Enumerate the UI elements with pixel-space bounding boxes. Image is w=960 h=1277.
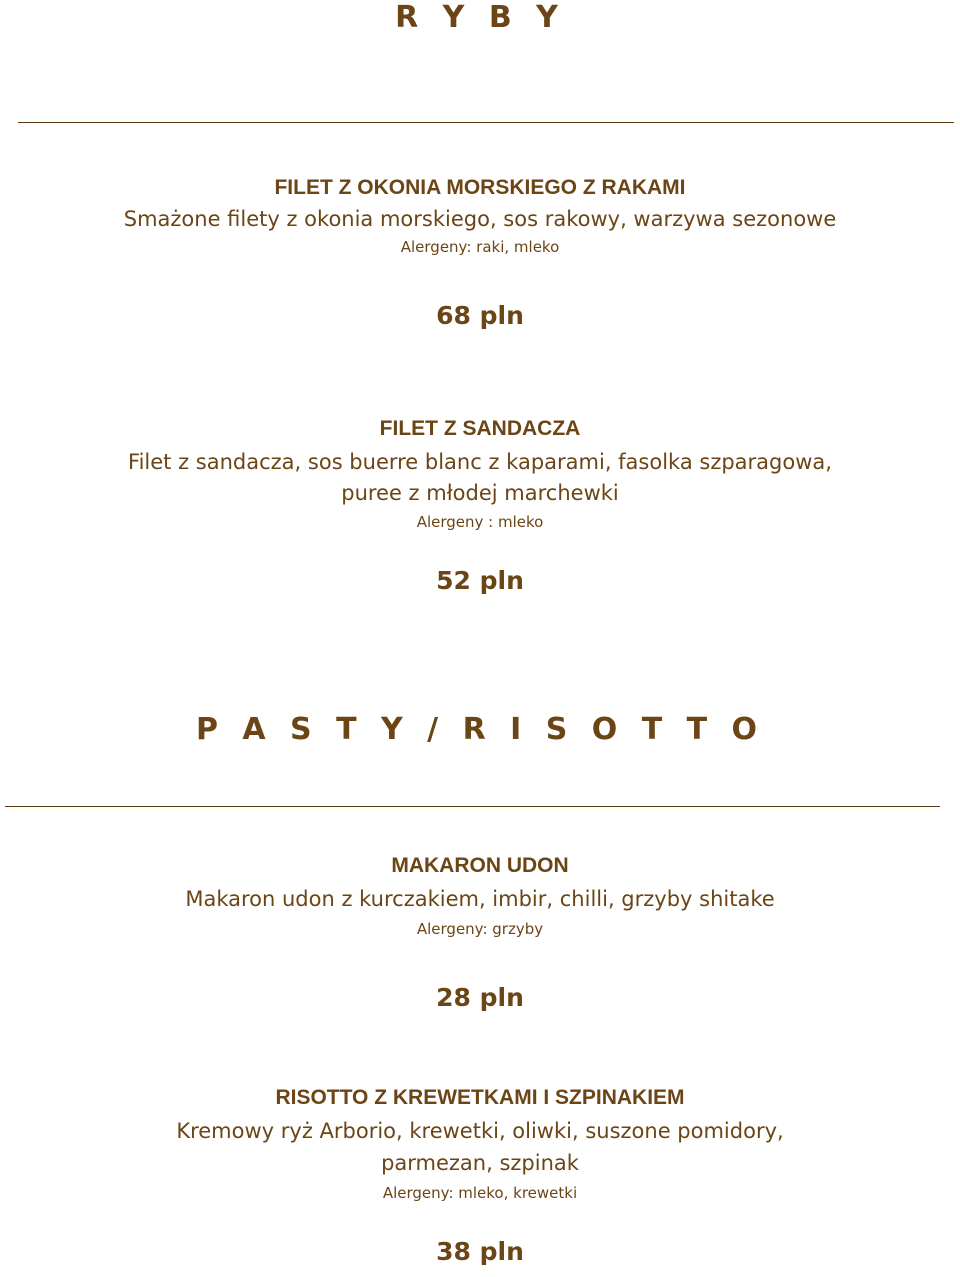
section-title-ryby: R Y B Y (395, 0, 565, 35)
dish-name: FILET Z OKONIA MORSKIEGO Z RAKAMI (274, 176, 686, 199)
dish-price: 28 pln (436, 983, 524, 1012)
dish-name: FILET Z SANDACZA (379, 417, 581, 440)
dish-description: parmezan, szpinak (381, 1151, 579, 1175)
dish-price: 38 pln (436, 1237, 524, 1266)
dish-allergens: Alergeny: mleko, krewetki (382, 1184, 578, 1202)
section-title-pasty-risotto: P A S T Y / R I S O T T O (195, 712, 765, 747)
dish-allergens: Alergeny: raki, mleko (400, 238, 560, 256)
dish-description: Kremowy ryż Arborio, krewetki, oliwki, suszone pomidory, (176, 1119, 784, 1143)
dish-description: puree z młodej marchewki (341, 481, 619, 505)
section-divider-pasty-risotto (5, 806, 940, 807)
dish-allergens: Alergeny : mleko (416, 513, 544, 531)
dish-description: Smażone filety z okonia morskiego, sos rakowy, warzywa sezonowe (123, 207, 837, 231)
dish-price: 68 pln (436, 301, 524, 330)
dish-allergens: Alergeny: grzyby (416, 920, 544, 938)
dish-price: 52 pln (436, 566, 524, 595)
dish-name: RISOTTO Z KREWETKAMI I SZPINAKIEM (275, 1086, 685, 1109)
section-divider-ryby (18, 122, 954, 123)
dish-description: Makaron udon z kurczakiem, imbir, chilli, grzyby shitake (185, 887, 775, 911)
dish-description: Filet z sandacza, sos buerre blanc z kaparami, fasolka szparagowa, (128, 450, 832, 474)
dish-name: MAKARON UDON (391, 854, 569, 877)
